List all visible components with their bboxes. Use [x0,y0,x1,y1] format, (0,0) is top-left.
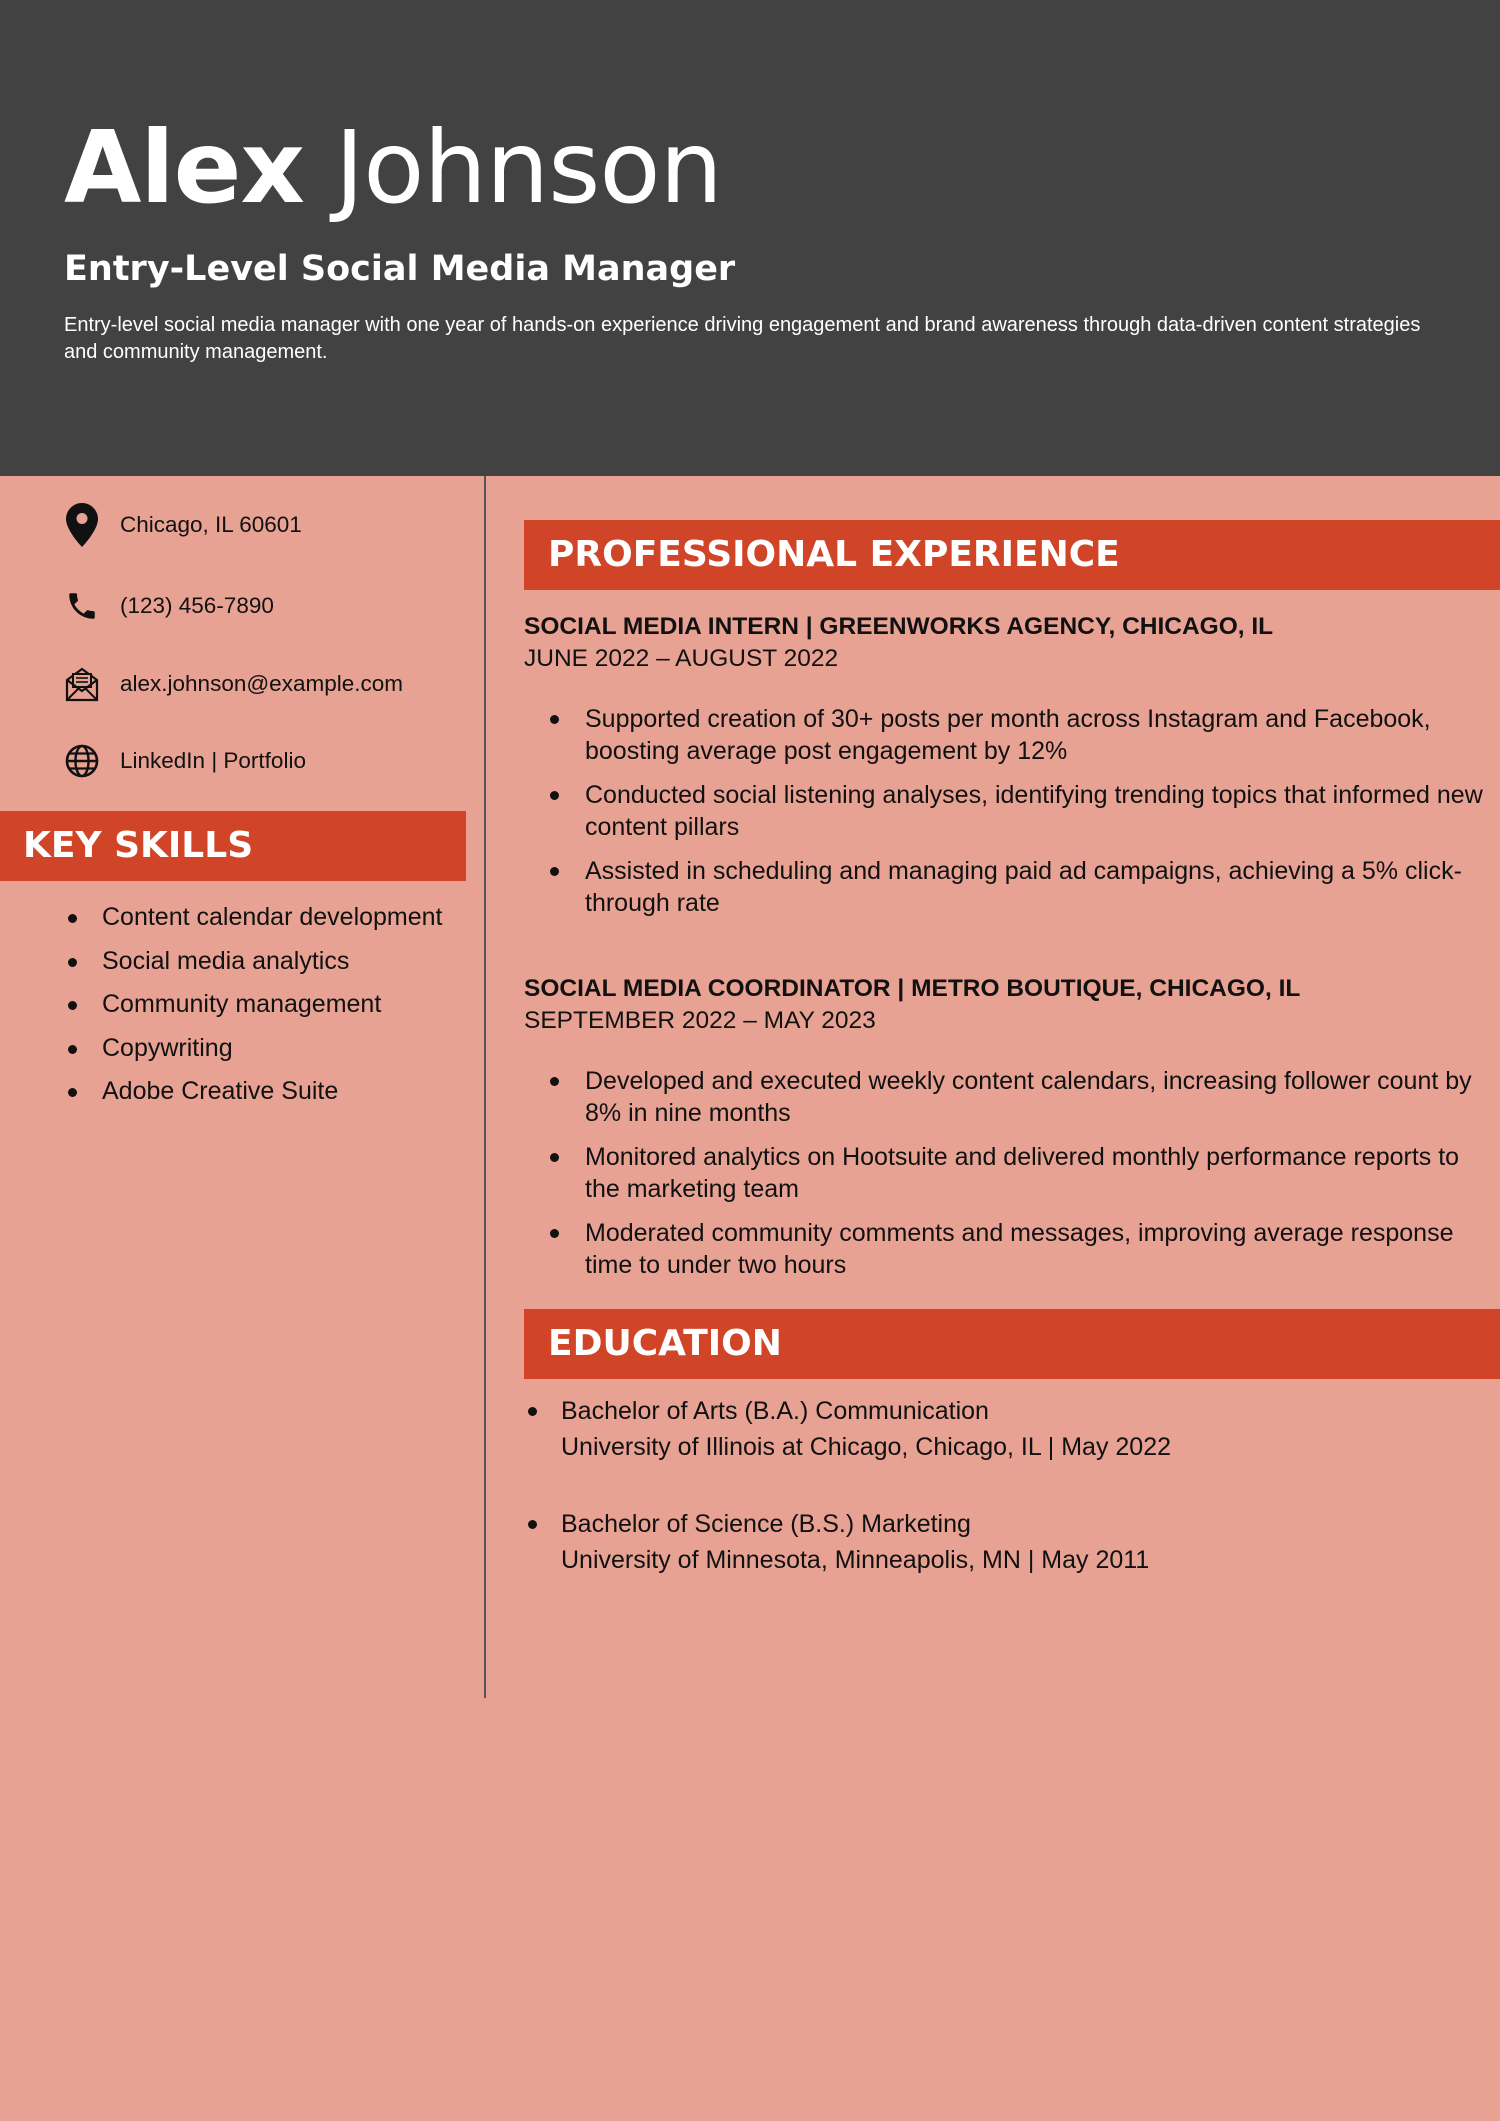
list-item: Supported creation of 30+ posts per month across Instagram and Facebook, boosting average post engagement by 12% [524,703,1484,767]
summary: Entry-level social media manager with one year of hands-on experience driving engagement and brand awareness through data-driven content strategies and community management. [64,314,1421,363]
globe-icon [64,741,100,781]
job-entry-dates: SEPTEMBER 2022 – MAY 2023 [524,1007,876,1034]
list-item: Monitored analytics on Hootsuite and delivered monthly performance reports to the marketing team [524,1141,1484,1205]
email-text[interactable]: alex.johnson@example.com [120,671,403,696]
list-item: Copywriting [64,1027,484,1071]
phone-icon [64,586,100,626]
list-item: Conducted social listening analyses, identifying trending topics that informed new content pillars [524,779,1484,843]
job-bullets [524,703,1484,919]
list-item: Moderated community comments and messages, improving average response time to under two hours [524,1217,1484,1281]
list-item: Adobe Creative Suite [64,1070,484,1114]
school: University of Illinois at Chicago, Chicago, IL | May 2022 [561,1433,1172,1461]
location-text: Chicago, IL 60601 [120,512,302,537]
phone-text[interactable]: (123) 456-7890 [120,593,274,618]
skills-heading: KEY SKILLS [0,811,466,881]
job-title: Entry-Level Social Media Manager [64,249,736,289]
list-item: Content calendar development [64,896,484,940]
experience-heading: PROFESSIONAL EXPERIENCE [524,520,1500,590]
school: University of Minnesota, Minneapolis, MN | May 2011 [561,1546,1150,1574]
envelope-icon [64,664,100,704]
resume-header [0,0,1500,476]
contact-phone [64,581,464,631]
education-entry [524,1393,1484,1465]
degree: Bachelor of Science (B.S.) Marketing [524,1506,1484,1542]
list-item: Assisted in scheduling and managing paid ad campaigns, achieving a 5% click-through rate [524,855,1484,919]
job-entry-title: SOCIAL MEDIA COORDINATOR | METRO BOUTIQUE, CHICAGO, IL [524,975,1301,1002]
links-text[interactable]: LinkedIn | Portfolio [120,748,306,773]
education-heading: EDUCATION [524,1309,1500,1379]
map-pin-icon [64,505,100,545]
job-entry [524,973,1484,1293]
degree: Bachelor of Arts (B.A.) Communication [524,1393,1484,1429]
column-divider [484,476,486,1698]
job-bullets [524,1065,1484,1281]
education-entry [524,1506,1484,1578]
job-entry-title: SOCIAL MEDIA INTERN | GREENWORKS AGENCY, CHICAGO, IL [524,613,1274,640]
list-item: Social media analytics [64,940,484,984]
job-entry-dates: JUNE 2022 – AUGUST 2022 [524,645,839,672]
candidate-name [64,108,722,228]
contact-location [64,500,464,550]
job-entry [524,611,1484,931]
list-item: Developed and executed weekly content calendars, increasing follower count by 8% in nine months [524,1065,1484,1129]
contact-email [64,659,464,709]
contact-links [64,736,464,786]
first-name: Alex [64,109,304,226]
last-name: Johnson [334,109,722,226]
list-item: Community management [64,983,484,1027]
skills-list [64,896,484,1114]
